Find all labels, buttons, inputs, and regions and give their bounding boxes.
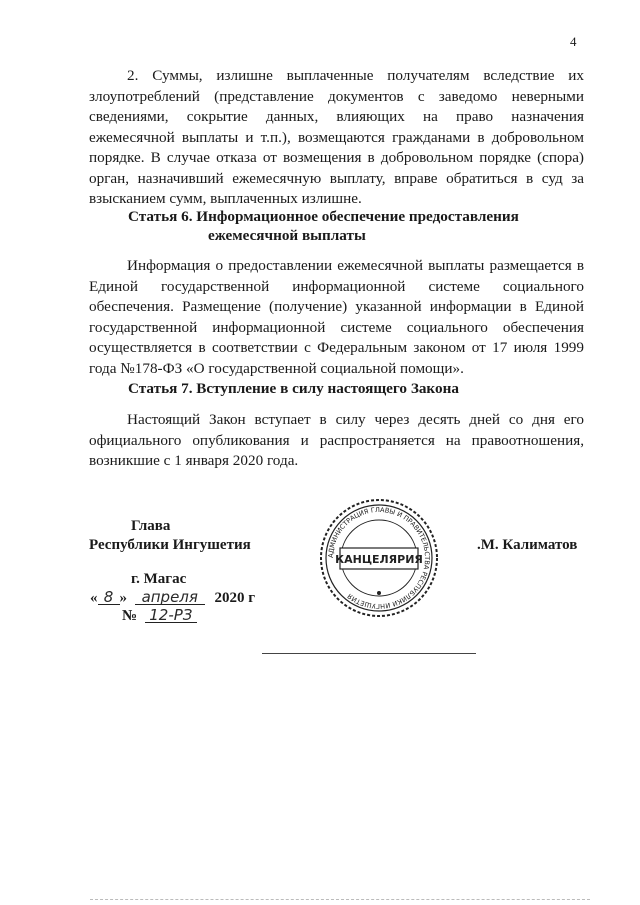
date-month-handwritten: апреля bbox=[135, 590, 205, 605]
date-year: 2020 г bbox=[214, 590, 256, 606]
article6-text: Информация о предоставлении ежемесячной выплаты размещается в Единой государственной информационной системе социального обеспечения. Размещение (получение) указанной информации в Единой государственной информационной системе социального обеспечения осуществляется в соответствии с Федеральным законом от 17 июля 1999 года №178-ФЗ «О государственной социальной помощи». bbox=[89, 257, 584, 377]
signature-city: г. Магас bbox=[131, 571, 187, 587]
page-number: 4 bbox=[570, 34, 577, 49]
horizontal-rule bbox=[262, 653, 476, 654]
article7-text: Настоящий Закон вступает в силу через десять дней со дня его официального опубликования и распространяется на правоотношения, возникшие с 1 января 2020 года. bbox=[89, 411, 584, 469]
law-number bbox=[122, 608, 197, 625]
law-number-label: № bbox=[122, 608, 138, 624]
signature-title-line2: Республики Ингушетия bbox=[89, 537, 251, 553]
article6-heading-line1: Статья 6. Информационное обеспечение предоставления bbox=[128, 208, 519, 225]
seal-ring-text: АДМИНИСТРАЦИЯ ГЛАВЫ И ПРАВИТЕЛЬСТВА РЕСПУБЛИКИ ИНГУШЕТИЯ bbox=[326, 505, 432, 611]
signatory-name: .М. Калиматов bbox=[477, 537, 578, 553]
official-seal bbox=[318, 497, 440, 624]
date-close-quote: » bbox=[119, 590, 127, 606]
signature-date bbox=[90, 590, 255, 607]
article6-heading-line2: ежемесячной выплаты bbox=[208, 227, 366, 244]
date-open-quote: « bbox=[90, 590, 98, 606]
seal-graphic bbox=[318, 497, 440, 619]
signature-title-line1: Глава bbox=[131, 518, 171, 534]
article7-heading: Статья 7. Вступление в силу настоящего Закона bbox=[128, 380, 459, 397]
law-number-handwritten: 12-РЗ bbox=[145, 608, 197, 623]
article5-paragraph2: 2. Суммы, излишне выплаченные получателям вследствие их злоупотреблений (представление документов с заведомо неверными сведениями, сокрытие данных, влияющих на право назначения ежемесячной выплаты и т.п.), возмещаются гражданами в добровольном порядке. В случае отказа от возмещения в добровольном порядке (спора) орган, назначивший ежемесячную выплату, вправе обратиться в суд за взысканием сумм, выплаченных излишне. bbox=[89, 67, 584, 207]
date-day-handwritten: 8 bbox=[98, 590, 120, 605]
seal-center-text: КАНЦЕЛЯРИЯ bbox=[335, 553, 423, 566]
page-bottom-rule bbox=[90, 899, 590, 900]
